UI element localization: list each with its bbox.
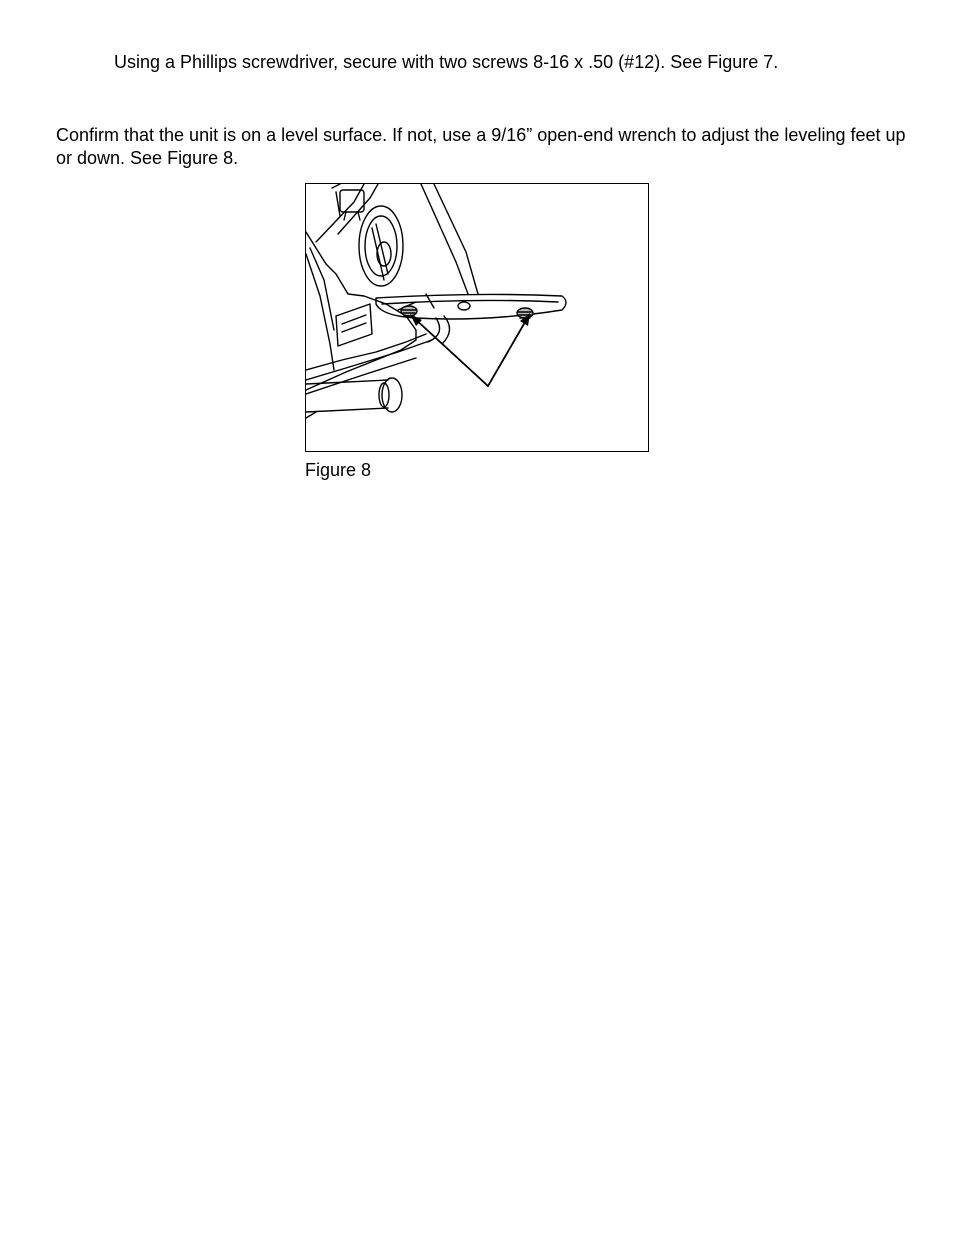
leveling-foot-left-drawing (401, 306, 417, 316)
leveling-foot-right-drawing (517, 308, 533, 318)
instruction-secure-screws: Using a Phillips screwdriver, secure with two screws 8-16 x .50 (#12). See Figure 7. (114, 52, 779, 72)
callout-arrows (410, 313, 530, 386)
rear-stabilizer-drawing (376, 294, 566, 344)
figure-caption: Figure 8 (305, 460, 372, 480)
figure-8-illustration (305, 183, 649, 452)
flywheel-housing-drawing (359, 206, 403, 286)
instruction-level-surface: Confirm that the unit is on a level surface. If not, use a 9/16” open-end wrench to adjust the leveling feet up or down. See Figure 8. (56, 125, 906, 168)
